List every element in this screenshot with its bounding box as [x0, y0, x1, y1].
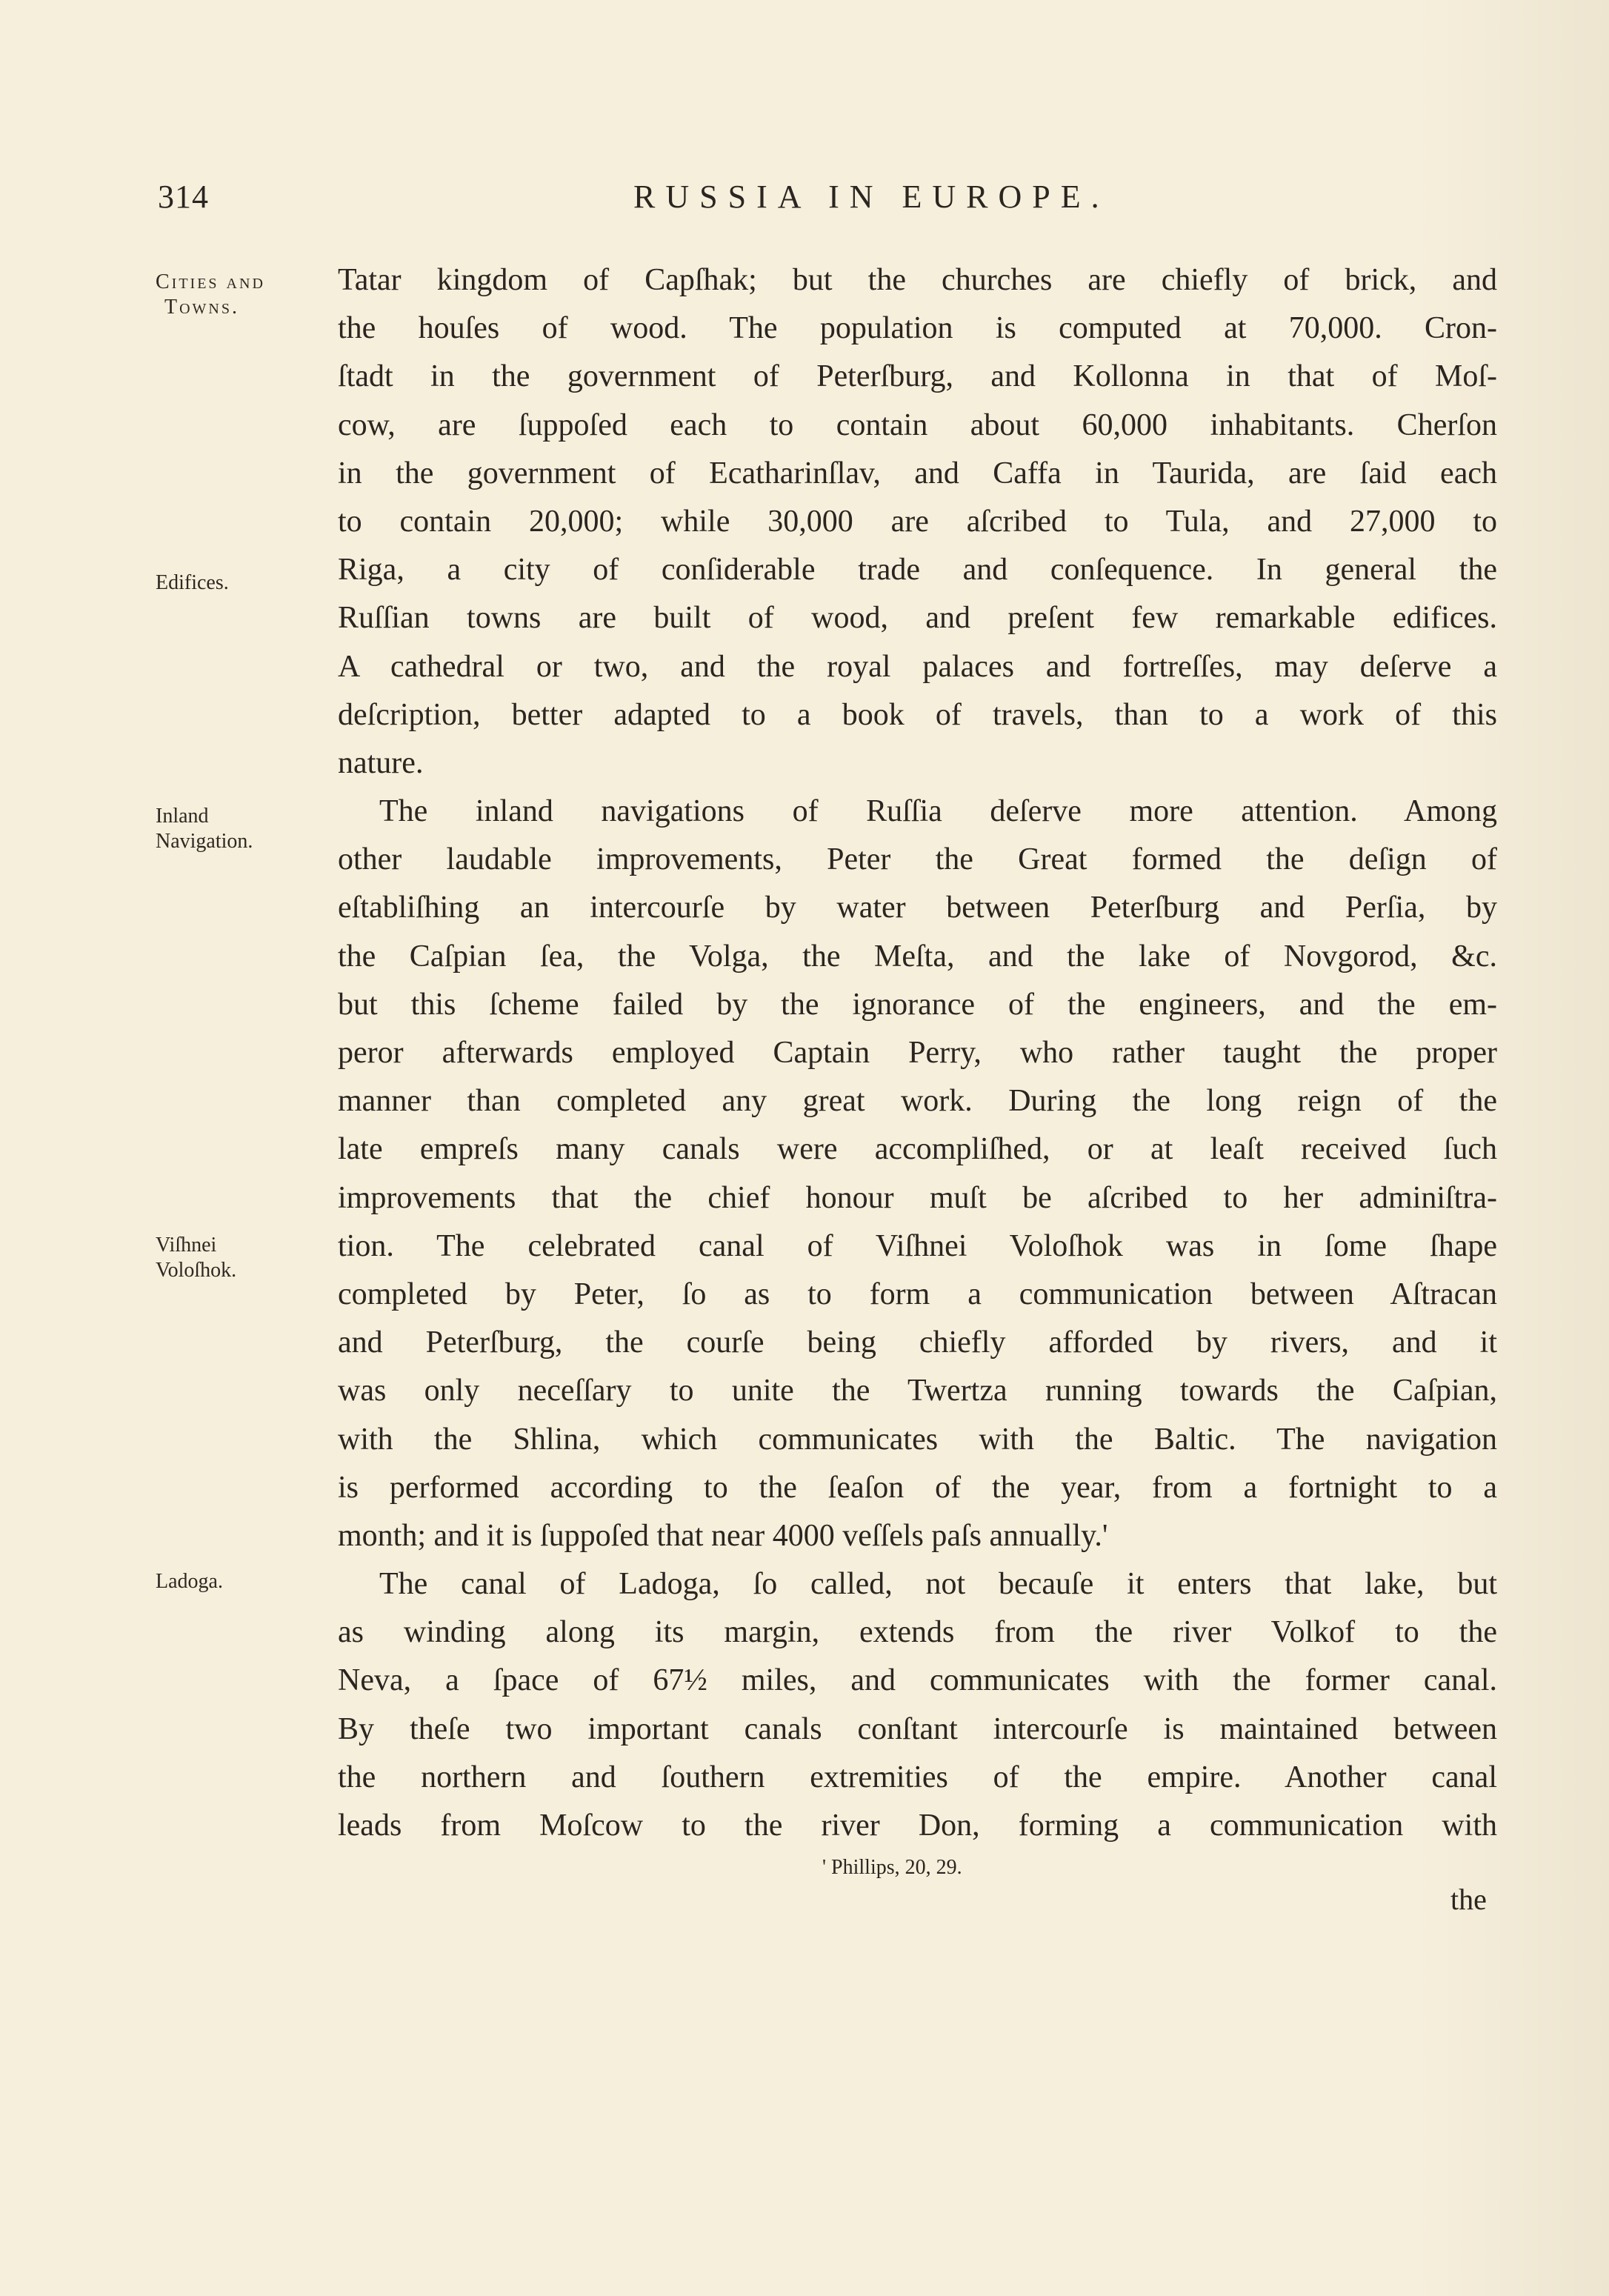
- text-line: other laudable improvements, Peter the Great formed the deſign of: [338, 842, 1497, 877]
- text-line: in the government of Ecatharinſlav, and Caffa in Taurida, are ſaid each: [338, 456, 1497, 490]
- text-line: improvements that the chief honour muſt be aſcribed to her adminiſtra-: [338, 1180, 1497, 1215]
- margin-note-line: Edifices.: [156, 571, 229, 594]
- margin-note-line: Voloſhok.: [156, 1259, 237, 1282]
- text-line: The canal of Ladoga, ſo called, not becauſe it enters that lake, but: [379, 1567, 1497, 1602]
- margin-note-cities-and-towns: [156, 270, 265, 320]
- text-line: peror afterwards employed Captain Perry, who rather taught the proper: [338, 1036, 1497, 1070]
- margin-note-line: Navigation.: [156, 830, 253, 853]
- text-line: deſcription, better adapted to a book of travels, than to a work of this: [338, 697, 1497, 732]
- text-line: A cathedral or two, and the royal palaces and fortreſſes, may deſerve a: [338, 649, 1497, 684]
- text-line: month; and it is ſuppoſed that near 4000 veſſels paſs annually.': [338, 1518, 1108, 1553]
- text-line: as winding along its margin, extends from the river Volkof to the: [338, 1615, 1497, 1650]
- footnote: ' Phillips, 20, 29.: [822, 1856, 962, 1879]
- page-header: [0, 178, 1609, 230]
- text-line: cow, are ſuppoſed each to contain about 60,000 inhabitants. Cherſon: [338, 407, 1497, 442]
- text-line: Riga, a city of conſiderable trade and conſequence. In general the: [338, 553, 1497, 588]
- text-line: but this ſcheme failed by the ignorance of the engineers, and the em-: [338, 987, 1497, 1022]
- text-line: nature.: [338, 745, 424, 780]
- running-title: RUSSIA IN EUROPE.: [633, 179, 1110, 215]
- text-line: the Caſpian ſea, the Volga, the Meſta, and the lake of Novgorod, &c.: [338, 939, 1497, 974]
- margin-note-line: Cities and: [156, 270, 265, 293]
- text-line: Ruſſian towns are built of wood, and preſent few remarkable edifices.: [338, 601, 1497, 636]
- page-number: 314: [158, 179, 209, 215]
- margin-note-inland-navigation: [156, 804, 253, 854]
- margin-note-ladoga: [156, 1569, 223, 1594]
- text-line: to contain 20,000; while 30,000 are aſcribed to Tula, and 27,000 to: [338, 504, 1497, 539]
- text-line: Tatar kingdom of Capſhak; but the churches are chiefly of brick, and: [338, 263, 1497, 297]
- text-line: completed by Peter, ſo as to form a communication between Aſtracan: [338, 1277, 1497, 1311]
- text-line: By theſe two important canals conſtant intercourſe is maintained between: [338, 1711, 1497, 1746]
- text-line: leads from Moſcow to the river Don, forming a communication with: [338, 1808, 1497, 1843]
- text-line: and Peterſburg, the courſe being chiefly afforded by rivers, and it: [338, 1325, 1497, 1360]
- text-line: The inland navigations of Ruſſia deſerve more attention. Among: [379, 794, 1497, 829]
- text-line: tion. The celebrated canal of Viſhnei Voloſhok was in ſome ſhape: [338, 1228, 1497, 1263]
- text-line: with the Shlina, which communicates with the Baltic. The navigation: [338, 1422, 1497, 1457]
- margin-note-line: Towns.: [164, 296, 239, 319]
- margin-note-vishnei-voloshok: [156, 1233, 236, 1283]
- text-line: was only neceſſary to unite the Twertza running towards the Caſpian,: [338, 1374, 1497, 1408]
- text-line: late empreſs many canals were accompliſhed, or at leaſt received ſuch: [338, 1132, 1497, 1167]
- text-line: the northern and ſouthern extremities of the empire. Another canal: [338, 1760, 1497, 1794]
- text-line: eſtabliſhing an intercourſe by water between Peterſburg and Perſia, by: [338, 891, 1497, 925]
- catchword: the: [1450, 1883, 1487, 1916]
- margin-note-edifices: [156, 570, 229, 596]
- margin-note-line: Viſhnei: [156, 1234, 217, 1257]
- text-line: is performed according to the ſeaſon of the year, from a fortnight to a: [338, 1470, 1497, 1505]
- text-line: Neva, a ſpace of 67½ miles, and communicates with the former canal.: [338, 1663, 1497, 1698]
- margin-note-line: Inland: [156, 805, 209, 828]
- margin-note-line: Ladoga.: [156, 1570, 223, 1593]
- text-line: the houſes of wood. The population is computed at 70,000. Cron-: [338, 311, 1497, 346]
- text-line: ſtadt in the government of Peterſburg, and Kollonna in that of Moſ-: [338, 359, 1497, 394]
- main-text: [338, 256, 1497, 1850]
- text-line: manner than completed any great work. During the long reign of the: [338, 1084, 1497, 1119]
